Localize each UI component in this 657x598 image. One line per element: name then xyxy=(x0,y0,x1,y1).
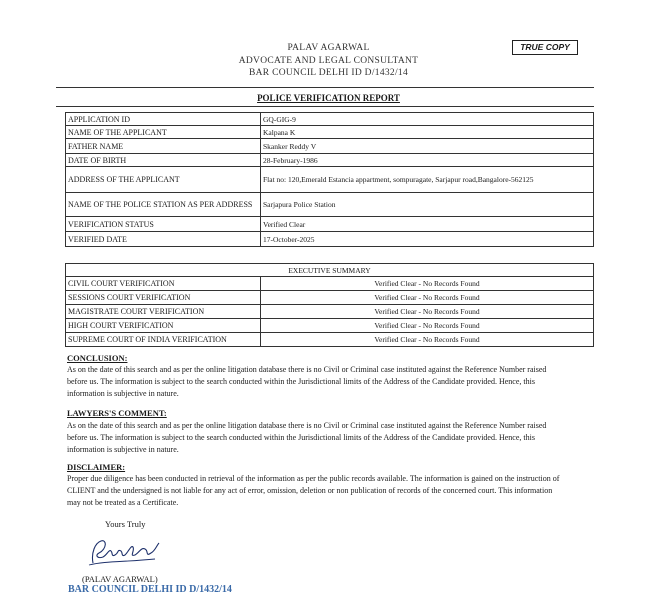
advocate-name: PALAV AGARWAL xyxy=(287,43,370,53)
details-row xyxy=(66,232,594,247)
signature-image xyxy=(85,535,165,571)
detail-label: VERIFICATION STATUS xyxy=(66,217,261,232)
detail-value: Kalpana K xyxy=(261,126,594,139)
detail-value: Verified Clear xyxy=(261,217,594,232)
summary-label: HIGH COURT VERIFICATION xyxy=(66,319,261,333)
details-row xyxy=(66,193,594,217)
detail-value: Skanker Reddy V xyxy=(261,139,594,154)
lawyers-comment-text: As on the date of this search and as per the online litigation database there is no Civil or Criminal case instituted against the Reference Number raised before us. The information is subject to the search conducted within the Jurisdictional limits of the Address of the Candidate provided. Hence, this information is subjective in nature. xyxy=(67,421,547,454)
closing-text: Yours Truly xyxy=(105,519,146,529)
detail-label: VERIFIED DATE xyxy=(66,232,261,247)
report-title: POLICE VERIFICATION REPORT xyxy=(257,93,400,103)
summary-row xyxy=(66,333,594,347)
details-row xyxy=(66,154,594,167)
signatory-name: (PALAV AGARWAL) xyxy=(82,574,158,584)
true-copy-stamp: TRUE COPY xyxy=(512,40,578,55)
advocate-role: ADVOCATE AND LEGAL CONSULTANT xyxy=(238,56,419,66)
executive-summary-table xyxy=(65,263,594,347)
bar-council-id: BAR COUNCIL DELHI ID D/1432/14 xyxy=(248,68,409,78)
detail-value: 17-October-2025 xyxy=(261,232,594,247)
summary-label: SUPREME COURT OF INDIA VERIFICATION xyxy=(66,333,261,347)
summary-value: Verified Clear - No Records Found xyxy=(261,333,594,347)
summary-label: SESSIONS COURT VERIFICATION xyxy=(66,291,261,305)
detail-label: NAME OF THE APPLICANT xyxy=(66,126,261,139)
detail-value: Sarjapura Police Station xyxy=(261,193,594,217)
detail-value: GQ-GIG-9 xyxy=(261,113,594,126)
detail-value: Flat no: 120,Emerald Estancia appartment, sompuragate, Sarjapur road,Bangalore-562125 xyxy=(261,167,594,193)
header-rule xyxy=(56,87,594,88)
executive-summary-title: EXECUTIVE SUMMARY xyxy=(66,264,594,277)
details-row xyxy=(66,217,594,232)
title-rule xyxy=(56,106,594,107)
detail-label: ADDRESS OF THE APPLICANT xyxy=(66,167,261,193)
summary-value: Verified Clear - No Records Found xyxy=(261,319,594,333)
summary-row xyxy=(66,291,594,305)
details-row xyxy=(66,113,594,126)
lawyers-comment-heading: LAWYERS'S COMMENT: xyxy=(67,408,167,418)
conclusion-heading: CONCLUSION: xyxy=(67,353,128,363)
conclusion-text: As on the date of this search and as per the online litigation database there is no Civil or Criminal case instituted against the Reference Number raised before us. The information is subject to the search conducted within the Jurisdictional limits of the Address of the Candidate provided. Hence, this information is subjective in nature. xyxy=(67,365,547,398)
summary-row xyxy=(66,319,594,333)
details-row xyxy=(66,126,594,139)
disclaimer-text: Proper due diligence has been conducted in retrieval of the information as per the public records available. The information is gained on the instruction of CLIENT and the undersigned is not liable for any act of error, omission, deletion or non publication of records of the concerned court. This information may not be treated as a Certificate. xyxy=(67,474,560,507)
signatory-bar-id: BAR COUNCIL DELHI ID D/1432/14 xyxy=(68,584,232,595)
detail-label: DATE OF BIRTH xyxy=(66,154,261,167)
summary-label: MAGISTRATE COURT VERIFICATION xyxy=(66,305,261,319)
summary-value: Verified Clear - No Records Found xyxy=(261,305,594,319)
detail-label: APPLICATION ID xyxy=(66,113,261,126)
details-row xyxy=(66,139,594,154)
summary-row xyxy=(66,305,594,319)
detail-label: NAME OF THE POLICE STATION AS PER ADDRESS xyxy=(66,193,261,217)
summary-value: Verified Clear - No Records Found xyxy=(261,277,594,291)
summary-row xyxy=(66,277,594,291)
summary-value: Verified Clear - No Records Found xyxy=(261,291,594,305)
details-row xyxy=(66,167,594,193)
disclaimer-heading: DISCLAIMER: xyxy=(67,462,126,472)
detail-label: FATHER NAME xyxy=(66,139,261,154)
summary-label: CIVIL COURT VERIFICATION xyxy=(66,277,261,291)
detail-value: 28-February-1986 xyxy=(261,154,594,167)
details-table xyxy=(65,112,594,247)
